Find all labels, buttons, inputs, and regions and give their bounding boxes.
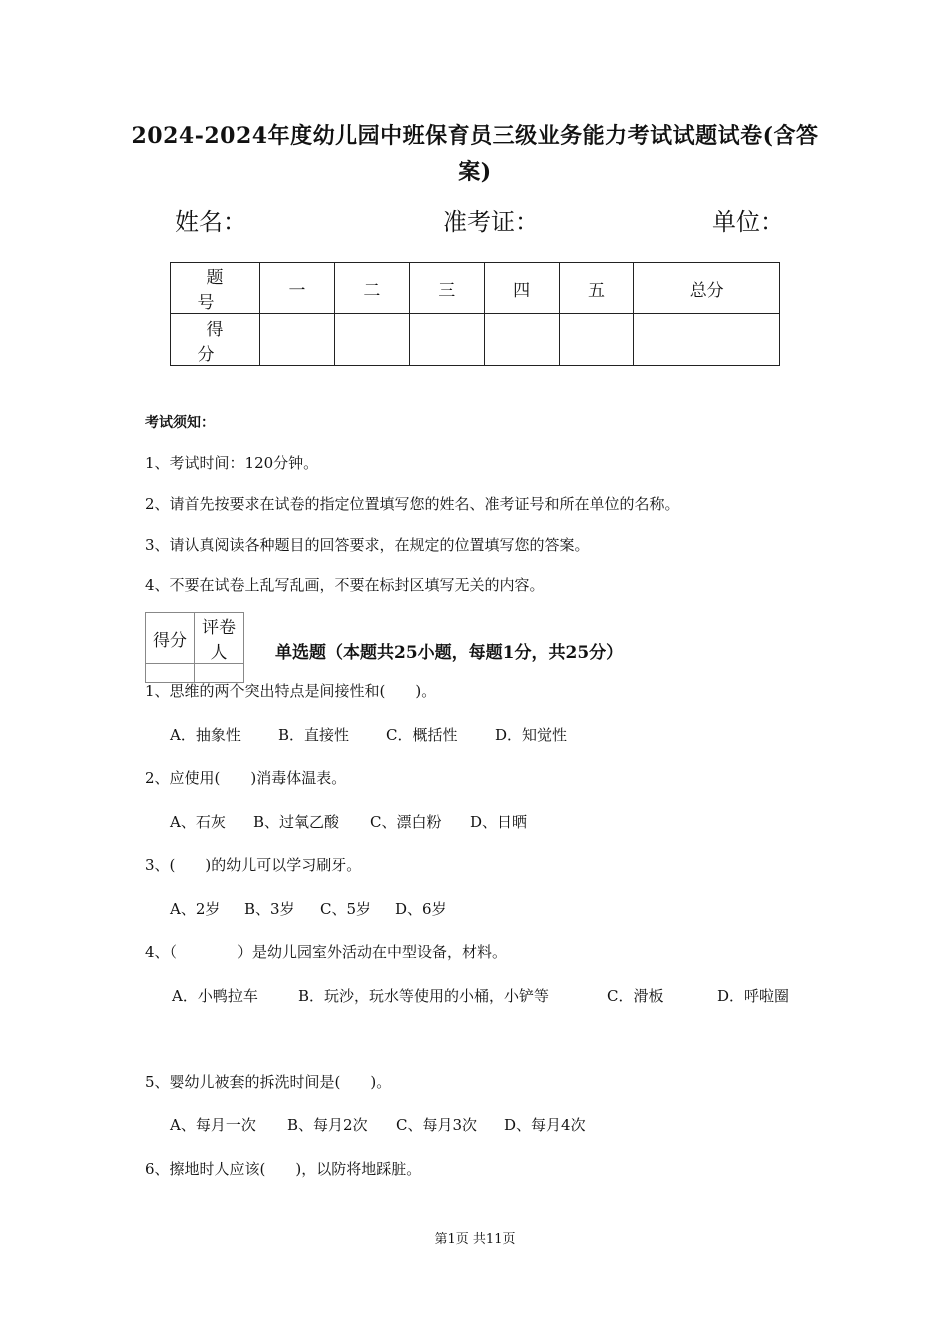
option[interactable]: C．概括性 <box>386 726 458 744</box>
name-label: 姓名： <box>175 208 247 236</box>
score-cell[interactable] <box>484 314 559 366</box>
question-stem: 2、应使用( )消毒体温表。 <box>145 769 347 787</box>
option[interactable]: D、6岁 <box>395 900 447 918</box>
score-table-header-row <box>171 263 780 314</box>
question-stem: 6、擦地时人应该( )，以防将地踩脏。 <box>145 1160 422 1178</box>
score-table <box>170 262 780 366</box>
title-line-1: 2024-2024年度幼儿园中班保育员三级业务能力考试试题试卷(含答 <box>131 123 819 149</box>
option[interactable]: B、过氧乙酸 <box>253 813 340 831</box>
option[interactable]: D．呼啦圈 <box>717 987 790 1005</box>
option[interactable]: C、漂白粉 <box>370 813 442 831</box>
title-line-2: 案) <box>458 159 492 185</box>
document-title <box>130 118 820 190</box>
page-footer: 第1页 共11页 <box>434 1232 516 1247</box>
section-title: 单选题（本题共25小题，每题1分，共25分） <box>275 643 624 663</box>
option[interactable]: A．抽象性 <box>170 726 241 744</box>
score-cell[interactable] <box>634 314 780 366</box>
score-table-header: 四 <box>484 263 559 314</box>
score-table-header: 总分 <box>634 263 780 314</box>
score-table-header: 一 <box>260 263 335 314</box>
option[interactable]: A、每月一次 <box>170 1116 256 1134</box>
grader-score-label: 得分 <box>146 613 195 664</box>
score-table-header: 题 号 <box>171 263 260 314</box>
option[interactable]: D．知觉性 <box>495 726 568 744</box>
notice-item: 3、请认真阅读各种题目的回答要求，在规定的位置填写您的答案。 <box>145 536 590 554</box>
question-stem: 5、婴幼儿被套的拆洗时间是( )。 <box>145 1073 392 1091</box>
question-stem: 1、思维的两个突出特点是间接性和( )。 <box>145 682 437 700</box>
score-cell[interactable] <box>409 314 484 366</box>
option[interactable]: C、5岁 <box>320 900 372 918</box>
option[interactable]: A．小鸭拉车 <box>172 987 258 1005</box>
option[interactable]: B．玩沙，玩水等使用的小桶，小铲等 <box>298 987 550 1005</box>
notice-item: 2、请首先按要求在试卷的指定位置填写您的姓名、准考证号和所在单位的名称。 <box>145 495 680 513</box>
option[interactable]: B、每月2次 <box>287 1116 368 1134</box>
option[interactable]: B．直接性 <box>278 726 350 744</box>
score-table-score-row <box>171 314 780 366</box>
option[interactable]: A、石灰 <box>170 813 226 831</box>
score-row-label: 得 分 <box>171 314 260 366</box>
notice-title: 考试须知： <box>145 415 215 431</box>
option[interactable]: B、3岁 <box>244 900 295 918</box>
score-table-header: 二 <box>334 263 409 314</box>
unit-label: 单位： <box>712 208 784 236</box>
notice-item: 1、考试时间：120分钟。 <box>145 454 319 472</box>
option[interactable]: C．滑板 <box>607 987 664 1005</box>
score-table-header: 五 <box>559 263 634 314</box>
notice-item: 4、不要在试卷上乱写乱画，不要在标封区填写无关的内容。 <box>145 576 545 594</box>
option[interactable]: C、每月3次 <box>396 1116 478 1134</box>
grader-name-label: 评卷人 <box>195 613 244 664</box>
option[interactable]: D、日晒 <box>470 813 528 831</box>
option[interactable]: D、每月4次 <box>504 1116 586 1134</box>
question-stem: 4、（ ）是幼儿园室外活动在中型设备，材料。 <box>145 943 508 961</box>
score-table-header: 三 <box>409 263 484 314</box>
exam-id-label: 准考证： <box>443 208 539 236</box>
candidate-info-row <box>0 202 950 242</box>
grader-box <box>145 612 244 683</box>
score-cell[interactable] <box>559 314 634 366</box>
score-cell[interactable] <box>334 314 409 366</box>
question-stem: 3、( )的幼儿可以学习刷牙。 <box>145 856 362 874</box>
option[interactable]: A、2岁 <box>170 900 221 918</box>
